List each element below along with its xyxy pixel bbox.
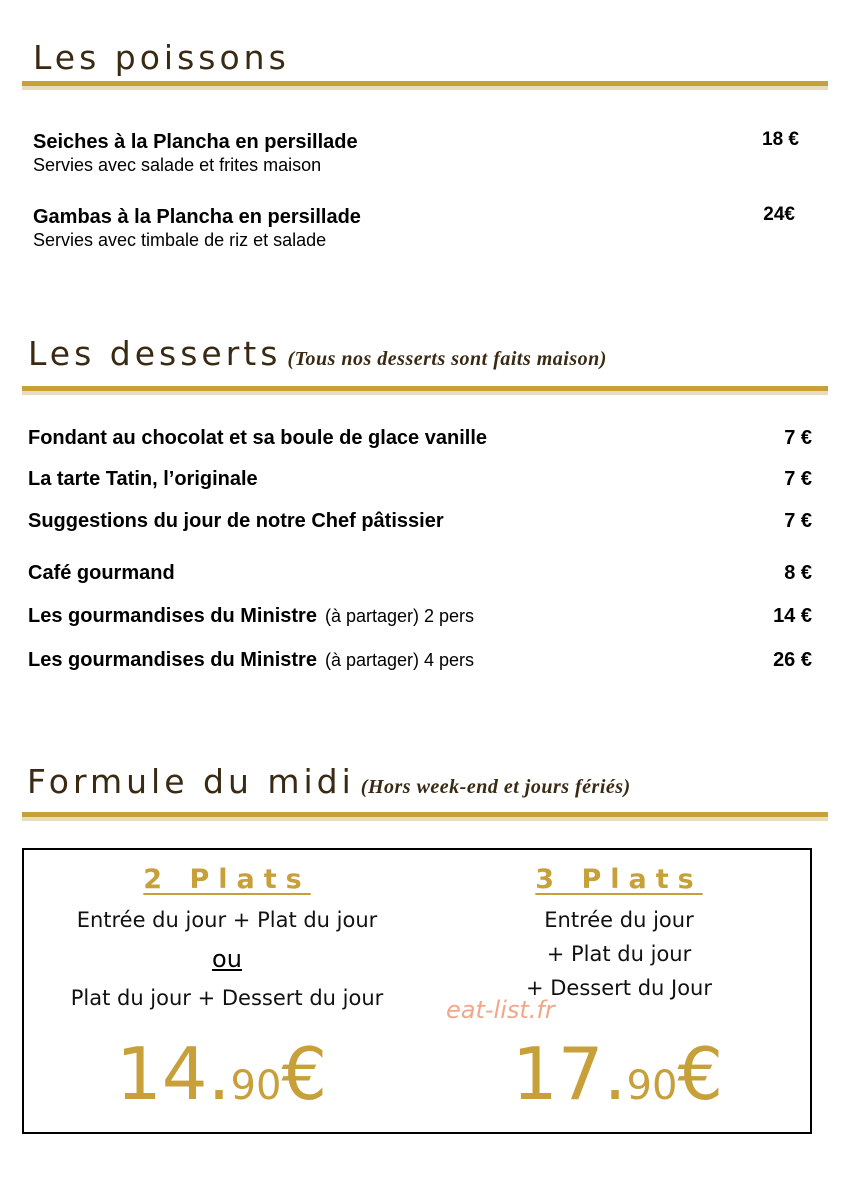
dessert-price: 7 €	[784, 427, 812, 449]
formula-line: Entrée du jour	[544, 908, 694, 932]
dessert-name: La tarte Tatin, l’originale	[28, 468, 258, 490]
section-title-poissons	[33, 38, 290, 77]
price-main: 17.	[512, 1032, 627, 1116]
dessert-note: (à partager) 2 pers	[324, 606, 475, 626]
dessert-item	[28, 649, 812, 672]
menu-item-description: Servies avec salade et frites maison	[33, 155, 322, 175]
price-currency: €	[281, 1032, 328, 1116]
section-title-formule-text: Formule du midi	[27, 762, 355, 801]
formula-box	[22, 848, 812, 1134]
dessert-price: 7 €	[784, 468, 812, 490]
section-divider	[22, 812, 828, 821]
formula-line: Plat du jour + Dessert du jour	[70, 986, 384, 1010]
dessert-item	[28, 510, 812, 533]
formula-or: ou	[212, 945, 242, 973]
formula-title: 2 Plats	[143, 864, 311, 895]
dessert-price: 8 €	[784, 562, 812, 584]
formula-line: Entrée du jour + Plat du jour	[76, 908, 378, 932]
menu-item-name: Seiches à la Plancha en persillade	[33, 131, 358, 153]
formula-price-2-plats	[116, 1032, 327, 1116]
menu-item-price: 24€	[763, 204, 795, 225]
section-title-formule	[27, 762, 631, 801]
price-cents: 90	[626, 1063, 678, 1109]
formula-2-plats	[44, 850, 410, 1015]
dessert-price: 7 €	[784, 510, 812, 532]
formula-line: + Dessert du Jour	[525, 976, 712, 1000]
menu-item-name: Gambas à la Plancha en persillade	[33, 206, 361, 228]
section-title-poissons-text: Les poissons	[33, 38, 290, 77]
menu-item	[33, 131, 803, 176]
price-main: 14.	[116, 1032, 231, 1116]
section-subtitle: (Hors week-end et jours fériés)	[360, 776, 631, 798]
formula-title: 3 Plats	[535, 864, 703, 895]
formula-line: + Plat du jour	[546, 942, 692, 966]
menu-item	[33, 206, 803, 251]
menu-item-price: 18 €	[762, 129, 799, 150]
dessert-name: Fondant au chocolat et sa boule de glace vanille	[28, 427, 487, 449]
dessert-price: 26 €	[773, 649, 812, 671]
section-title-desserts-text: Les desserts	[28, 334, 282, 373]
watermark: eat-list.fr	[446, 996, 555, 1024]
menu-item-description: Servies avec timbale de riz et salade	[33, 230, 327, 250]
price-currency: €	[677, 1032, 724, 1116]
section-divider	[22, 386, 828, 395]
dessert-name: Les gourmandises du Ministre	[28, 605, 317, 627]
dessert-item	[28, 605, 812, 628]
dessert-item	[28, 468, 812, 491]
dessert-name: Café gourmand	[28, 562, 175, 584]
dessert-name: Les gourmandises du Ministre	[28, 649, 317, 671]
price-cents: 90	[230, 1063, 282, 1109]
section-title-desserts	[28, 334, 607, 373]
dessert-name: Suggestions du jour de notre Chef pâtissier	[28, 510, 444, 532]
section-divider	[22, 81, 828, 90]
formula-price-3-plats	[512, 1032, 723, 1116]
formula-3-plats	[434, 850, 804, 1005]
dessert-item	[28, 562, 812, 585]
dessert-item	[28, 427, 812, 450]
section-subtitle: (Tous nos desserts sont faits maison)	[287, 348, 607, 370]
dessert-note: (à partager) 4 pers	[324, 650, 475, 670]
dessert-price: 14 €	[773, 605, 812, 627]
